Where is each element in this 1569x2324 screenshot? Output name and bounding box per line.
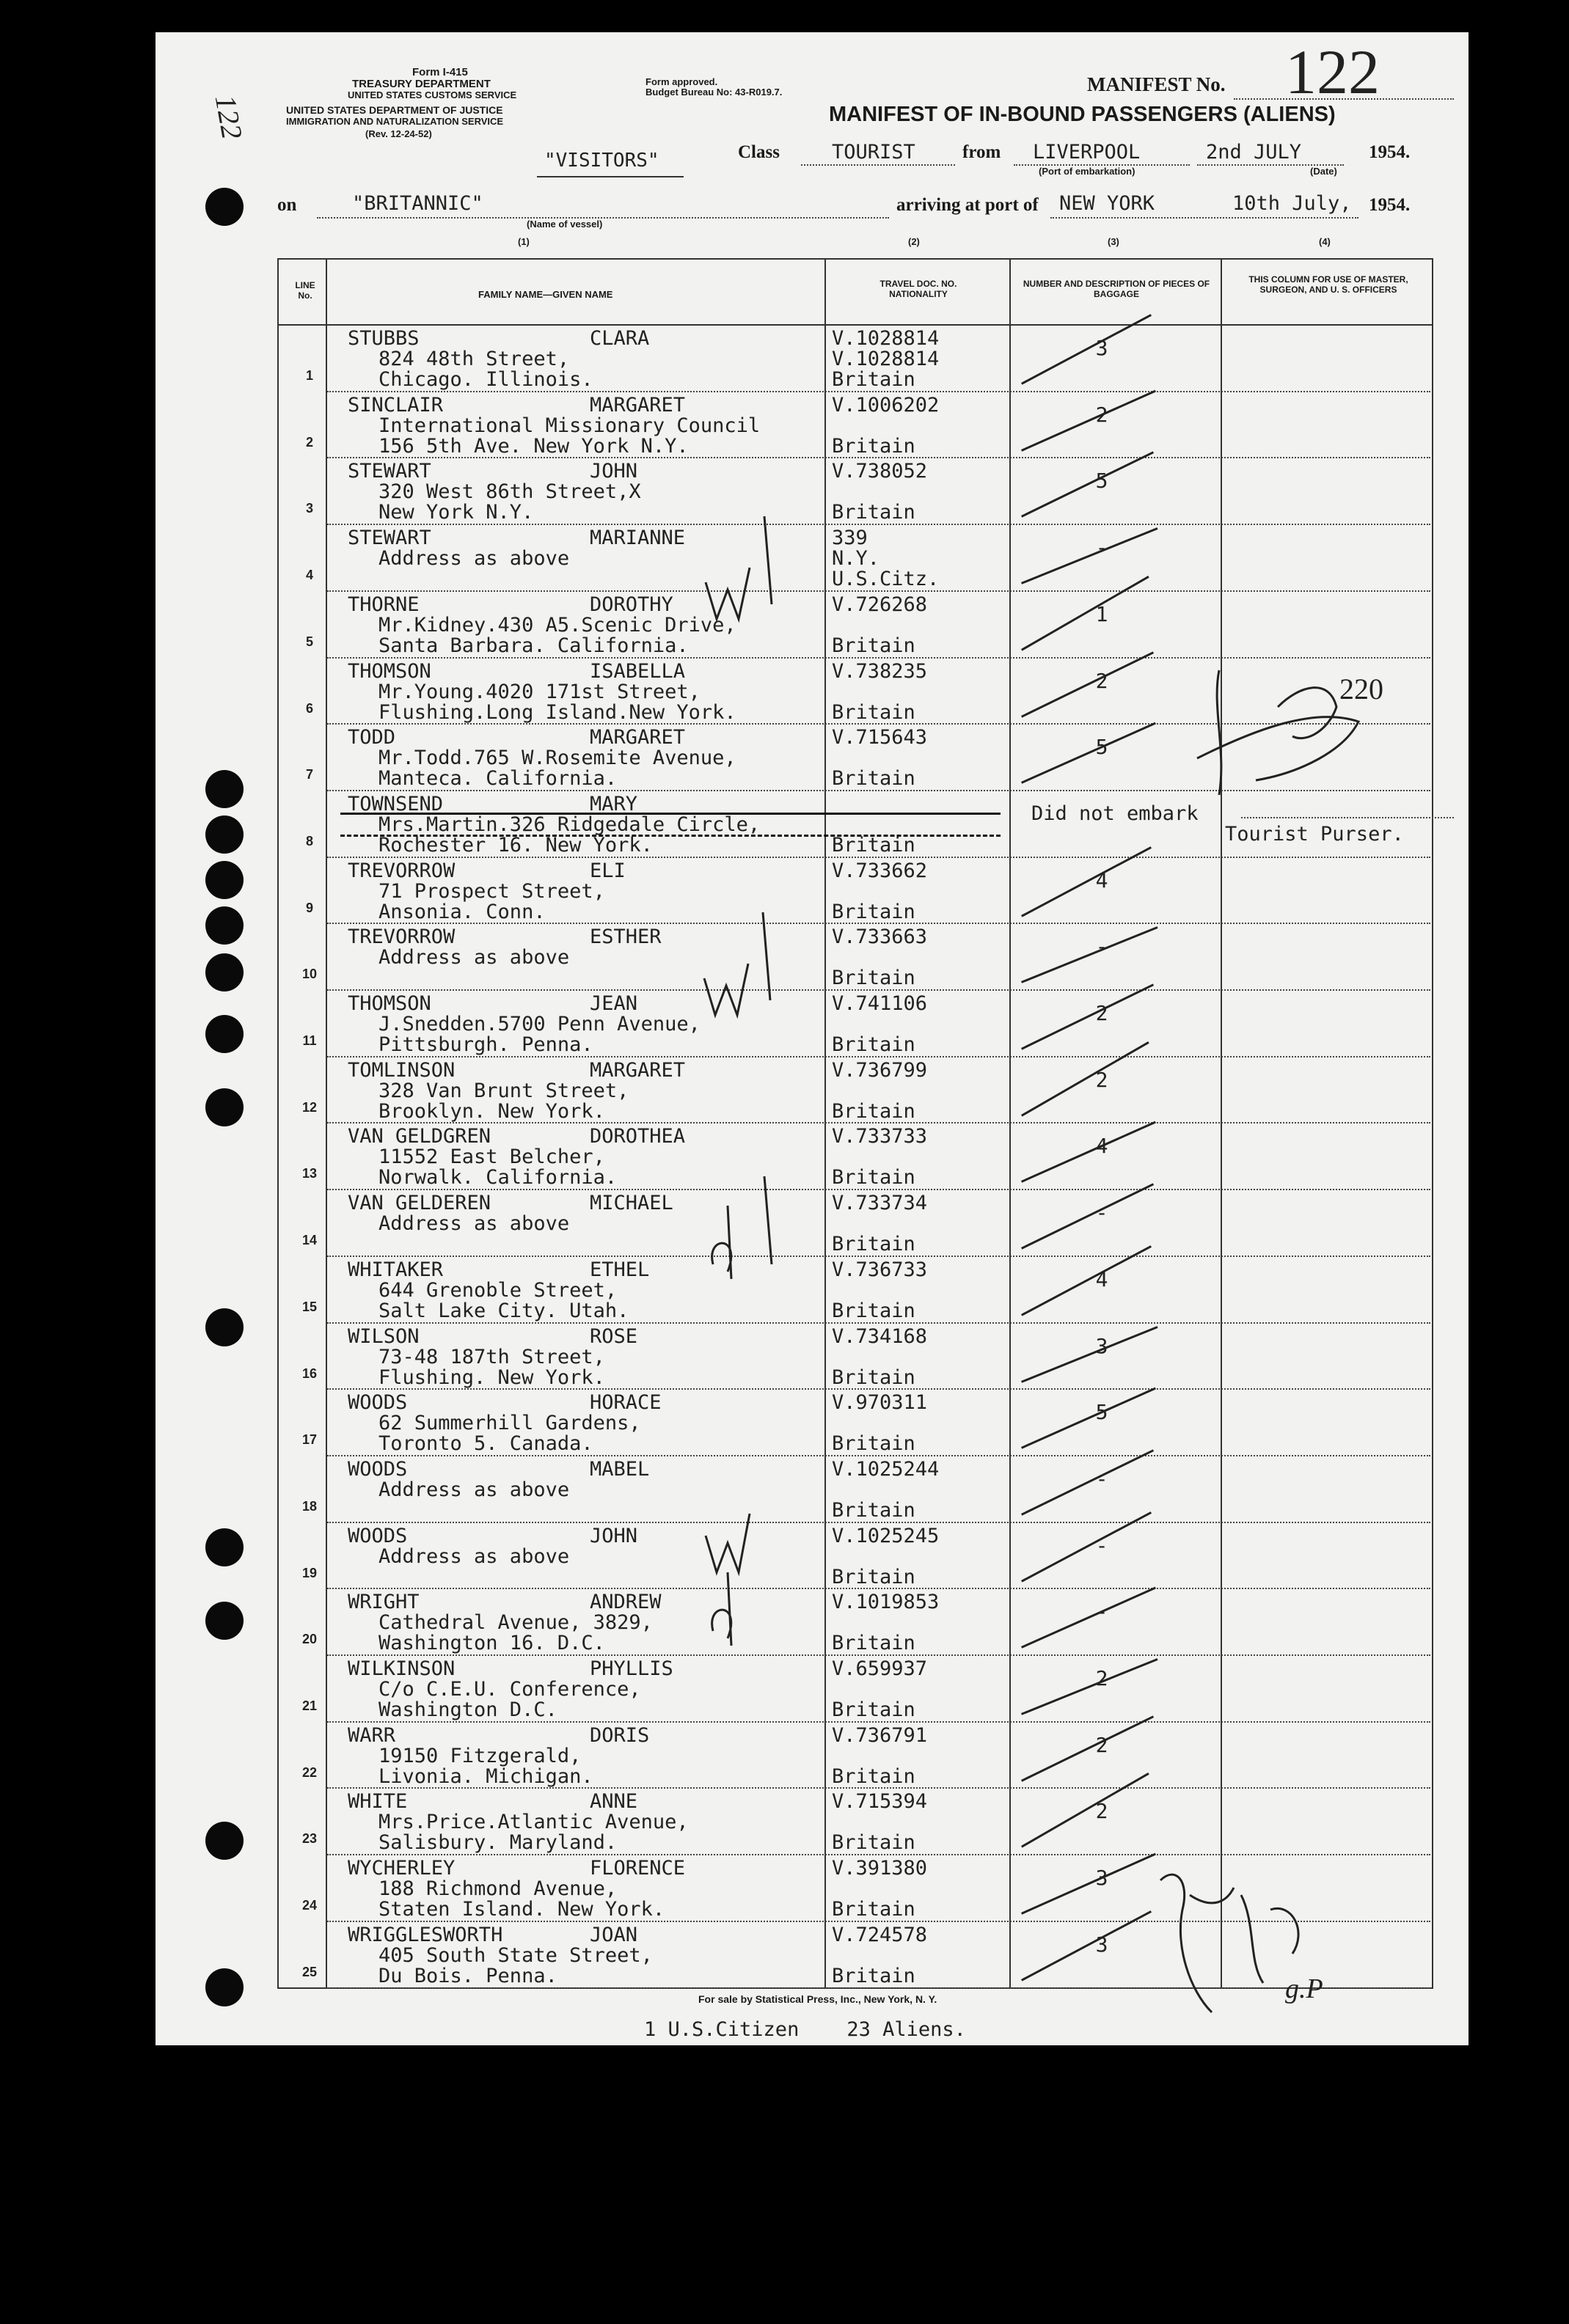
row-separator <box>327 923 1430 924</box>
baggage-count: 5 <box>1095 1400 1108 1425</box>
printer-credit: For sale by Statistical Press, Inc., New York, N. Y. <box>698 1993 937 2005</box>
line-number: 15 <box>301 1299 318 1314</box>
nationality: Britain <box>832 1366 915 1389</box>
baggage-count: 2 <box>1095 1067 1108 1092</box>
family-name: WRIGGLESWORTH <box>348 1923 503 1946</box>
travel-doc-number: V.715643 <box>832 726 928 749</box>
address-line-2: Salt Lake City. Utah. <box>378 1299 629 1322</box>
col-caption-1: (1) <box>518 236 530 247</box>
check-mark <box>1021 452 1154 518</box>
nationality: Britain <box>832 700 915 724</box>
family-name: VAN GELDEREN <box>348 1192 491 1215</box>
address-line-2: Salisbury. Maryland. <box>378 1831 618 1855</box>
baggage-count: - <box>1095 1201 1108 1225</box>
given-name: ISABELLA <box>590 659 686 683</box>
baggage-count: 5 <box>1095 469 1108 494</box>
address-line-1: Address as above <box>378 946 570 969</box>
line-number: 18 <box>301 1498 318 1514</box>
row-separator <box>327 989 1430 991</box>
given-name: ETHEL <box>590 1258 650 1281</box>
address-line-2: Washington 16. D.C. <box>378 1632 605 1655</box>
th-officers-use: THIS COLUMN FOR USE OF MASTER, SURGEON, AND U. S. OFFICERS <box>1248 274 1408 295</box>
check-mark <box>1021 722 1156 784</box>
address-line-1: Mrs.Martin.326 Ridgedale Circle, <box>378 813 761 836</box>
line-number: 13 <box>301 1166 318 1181</box>
nationality: Britain <box>832 833 915 857</box>
nationality: Britain <box>832 1233 915 1256</box>
baggage-count: 3 <box>1095 1866 1108 1891</box>
family-name: TOWNSEND <box>348 792 444 815</box>
nationality: Britain <box>832 967 915 990</box>
address-line-2: Rochester 16. New York. <box>378 833 653 857</box>
address-line-2: Staten Island. New York. <box>378 1898 665 1921</box>
line-number: 2 <box>305 434 313 450</box>
check-mark <box>1021 1587 1156 1649</box>
family-name: TODD <box>348 726 396 749</box>
line-number: 24 <box>301 1898 318 1913</box>
justice-dept: UNITED STATES DEPARTMENT OF JUSTICE <box>286 104 503 116</box>
address-line-2: Flushing.Long Island.New York. <box>378 700 736 724</box>
address-line-1: 644 Grenoble Street, <box>378 1278 618 1302</box>
address-line-1: Address as above <box>378 1212 570 1236</box>
punch-hole <box>205 861 244 899</box>
check-mark <box>1021 1853 1156 1915</box>
from-label: from <box>962 142 1001 162</box>
nationality: Britain <box>832 1099 915 1123</box>
strike-line-8-addr <box>340 835 1001 837</box>
address-line-1: 71 Prospect Street, <box>378 879 605 903</box>
nationality: Britain <box>832 1432 915 1456</box>
travel-doc-number: V.1019853 <box>832 1591 940 1614</box>
check-mark <box>1021 389 1156 451</box>
manifest-title: MANIFEST OF IN-BOUND PASSENGERS (ALIENS) <box>829 103 1336 126</box>
line-number: 19 <box>301 1565 318 1580</box>
check-mark <box>1021 1773 1149 1848</box>
travel-doc-number: V.733734 <box>832 1192 928 1215</box>
baggage-count: - <box>1095 1466 1108 1491</box>
baggage-count: - <box>1095 535 1108 560</box>
given-name: JOHN <box>590 1524 638 1547</box>
given-name: MABEL <box>590 1457 650 1481</box>
margin-122: 122 <box>208 92 249 142</box>
line-number: 14 <box>301 1233 318 1248</box>
arrival-year: 1954. <box>1369 195 1411 215</box>
nationality: U.S.Citz. <box>832 568 940 591</box>
address-line-2: Pittsburgh. Penna. <box>378 1033 593 1056</box>
given-name: DOROTHY <box>590 593 673 616</box>
address-line-2: Norwalk. California. <box>378 1166 618 1190</box>
family-name: WHITAKER <box>348 1258 444 1281</box>
given-name: MARGARET <box>590 726 686 749</box>
customs-service: UNITED STATES CUSTOMS SERVICE <box>348 89 517 100</box>
nationality: Britain <box>832 900 915 923</box>
baggage-count: 4 <box>1095 1267 1108 1291</box>
given-name: PHYLLIS <box>590 1657 673 1680</box>
nationality: Britain <box>832 1898 915 1921</box>
punch-hole <box>205 1528 244 1566</box>
port-caption: (Port of embarkation) <box>1039 166 1135 177</box>
nationality: Britain <box>832 1033 915 1056</box>
from-value: LIVERPOOL <box>1033 141 1141 164</box>
nationality: Britain <box>832 368 915 391</box>
nationality: Britain <box>832 434 915 458</box>
table-top <box>277 258 1433 260</box>
given-name: ANDREW <box>590 1591 662 1614</box>
address-line-1: 73-48 187th Street, <box>378 1345 605 1368</box>
travel-doc-extra: V.1028814 <box>832 348 940 370</box>
check-mark <box>1021 576 1149 651</box>
baggage-count: 2 <box>1095 1666 1108 1690</box>
given-name: DOROTHEA <box>590 1125 686 1148</box>
row-separator <box>327 1256 1430 1257</box>
address-line-2: Livonia. Michigan. <box>378 1764 593 1788</box>
did-not-embark: Did not embark <box>1031 802 1199 825</box>
nationality: Britain <box>832 1565 915 1588</box>
check-mark <box>1021 1388 1156 1449</box>
baggage-count: 2 <box>1095 1001 1108 1025</box>
row-separator <box>327 1122 1430 1123</box>
departure-date: 2nd JULY <box>1206 141 1302 164</box>
address-line-1: J.Snedden.5700 Penn Avenue, <box>378 1013 701 1035</box>
table-header-bottom <box>277 324 1433 326</box>
travel-doc-number: V.659937 <box>832 1657 928 1680</box>
baggage-count: 2 <box>1095 668 1108 693</box>
th-travel-doc: TRAVEL DOC. NO. NATIONALITY <box>879 279 957 299</box>
tourist-purser: Tourist Purser. <box>1225 823 1404 846</box>
family-name: VAN GELDGREN <box>348 1125 491 1148</box>
punch-hole <box>205 1015 244 1053</box>
row-separator <box>327 1522 1430 1523</box>
given-name: MARGARET <box>590 393 686 417</box>
side-number-220: 220 <box>1339 672 1383 705</box>
address-line-2: New York N.Y. <box>378 501 534 524</box>
table-border-left <box>277 258 279 1989</box>
baggage-count: 2 <box>1095 1732 1108 1757</box>
baggage-count: 3 <box>1095 1333 1108 1358</box>
passenger-count: 1 U.S.Citizen 23 Aliens. <box>644 2018 966 2041</box>
family-name: TOMLINSON <box>348 1058 456 1082</box>
class-line <box>801 164 955 166</box>
family-name: THORNE <box>348 593 420 616</box>
visitors-label: "VISITORS" <box>544 150 659 172</box>
line-number: 16 <box>301 1366 318 1381</box>
family-name: THOMSON <box>348 659 431 683</box>
check-mark <box>1021 1449 1154 1515</box>
row-separator <box>327 1322 1430 1324</box>
line-number: 7 <box>305 767 313 782</box>
check-mark <box>1021 1715 1154 1781</box>
baggage-count: 1 <box>1095 601 1108 626</box>
nationality: Britain <box>832 634 915 657</box>
col-caption-4: (4) <box>1319 236 1331 247</box>
baggage-count: 3 <box>1095 336 1108 360</box>
manifest-label: MANIFEST No. <box>1087 73 1226 95</box>
row-separator <box>327 1189 1430 1190</box>
family-name: WYCHERLEY <box>348 1857 456 1880</box>
family-name: WOODS <box>348 1524 408 1547</box>
check-mark <box>1021 983 1154 1049</box>
th-family-name: FAMILY NAME—GIVEN NAME <box>478 289 613 300</box>
address-line-1: Cathedral Avenue, 3829, <box>378 1611 653 1635</box>
punch-hole <box>205 906 244 945</box>
address-line-2: Flushing. New York. <box>378 1366 605 1389</box>
address-line-1: 320 West 86th Street,X <box>378 480 641 504</box>
line-number: 9 <box>305 900 313 915</box>
address-line-2: Manteca. California. <box>378 767 618 791</box>
form-approved: Form approved. <box>645 76 718 87</box>
family-name: WOODS <box>348 1457 408 1481</box>
family-name: WARR <box>348 1723 396 1747</box>
address-line-2: Ansonia. Conn. <box>378 900 546 923</box>
travel-doc-number: V.733733 <box>832 1125 928 1148</box>
arrival-line <box>1050 217 1358 219</box>
travel-doc-number: V.970311 <box>832 1391 928 1415</box>
punch-hole <box>205 1602 244 1640</box>
given-name: MARY <box>590 792 638 815</box>
travel-doc-number: V.1025244 <box>832 1457 940 1481</box>
address-line-1: 824 48th Street, <box>378 348 570 370</box>
manifest-page <box>156 32 1469 2045</box>
svg-text:g.P: g.P <box>1285 1973 1323 2004</box>
check-mark <box>1021 651 1154 717</box>
address-line-2: Washington D.C. <box>378 1698 557 1721</box>
address-line-2: Brooklyn. New York. <box>378 1099 605 1123</box>
baggage-count: 4 <box>1095 868 1108 892</box>
arriving-label: arriving at port of <box>896 195 1039 215</box>
nationality: Britain <box>832 1831 915 1855</box>
family-name: SINCLAIR <box>348 393 444 417</box>
line-number: 3 <box>305 501 313 516</box>
address-line-1: C/o C.E.U. Conference, <box>378 1678 641 1701</box>
address-line-2: Santa Barbara. California. <box>378 634 689 657</box>
officer-initials <box>1146 1851 1366 2027</box>
departure-year: 1954. <box>1369 142 1411 162</box>
travel-doc-number: 339 <box>832 527 868 550</box>
punch-hole <box>205 815 244 854</box>
check-mark <box>1021 1183 1154 1249</box>
nationality: Britain <box>832 1166 915 1190</box>
baggage-count: - <box>1095 1599 1108 1624</box>
form-number: Form I-415 <box>412 66 468 78</box>
inspector-initials-w2 <box>697 898 785 1030</box>
given-name: FLORENCE <box>590 1857 686 1880</box>
baggage-count: 2 <box>1095 402 1108 427</box>
row-separator <box>327 590 1430 592</box>
on-label: on <box>277 195 297 215</box>
visitors-underline <box>537 176 684 177</box>
line-number: 5 <box>305 634 313 649</box>
line-number: 12 <box>301 1099 318 1115</box>
check-mark <box>1021 1121 1156 1183</box>
row-separator <box>327 1455 1430 1456</box>
address-line-1: 19150 Fitzgerald, <box>378 1744 582 1767</box>
line-number: 8 <box>305 833 313 848</box>
strike-line-8-name <box>340 813 1001 815</box>
given-name: MARIANNE <box>590 527 686 550</box>
given-name: DORIS <box>590 1723 650 1747</box>
travel-doc-number: V.734168 <box>832 1324 928 1348</box>
travel-doc-number: V.738052 <box>832 460 928 483</box>
nationality: Britain <box>832 767 915 791</box>
row-separator <box>327 1588 1430 1589</box>
line-number: 10 <box>301 967 318 982</box>
th-line-no: LINE No. <box>295 280 315 301</box>
travel-doc-number: V.736733 <box>832 1258 928 1281</box>
col-caption-3: (3) <box>1108 236 1119 247</box>
baggage-count: - <box>1095 934 1108 959</box>
travel-doc-number: V.733662 <box>832 859 928 882</box>
line-number: 23 <box>301 1831 318 1847</box>
address-line-2: 156 5th Ave. New York N.Y. <box>378 434 689 458</box>
travel-doc-number: V.726268 <box>832 593 928 616</box>
family-name: WOODS <box>348 1391 408 1415</box>
budget-bureau: Budget Bureau No: 43-R019.7. <box>645 87 783 98</box>
line-number: 6 <box>305 700 313 716</box>
family-name: STEWART <box>348 527 431 550</box>
address-line-1: Address as above <box>378 1544 570 1568</box>
given-name: JOHN <box>590 460 638 483</box>
col-caption-2: (2) <box>908 236 920 247</box>
family-name: TREVORROW <box>348 925 456 949</box>
given-name: CLARA <box>590 327 650 350</box>
address-line-2: Chicago. Illinois. <box>378 368 593 391</box>
punch-hole <box>205 770 244 808</box>
line-number: 21 <box>301 1698 318 1713</box>
address-line-1: Address as above <box>378 1478 570 1501</box>
class-value: TOURIST <box>832 141 915 164</box>
vessel-name: "BRITANNIC" <box>352 192 483 215</box>
travel-doc-number: V.738235 <box>832 659 928 683</box>
address-line-1: International Missionary Council <box>378 414 761 437</box>
address-line-1: Mr.Kidney.430 A5.Scenic Drive, <box>378 613 736 637</box>
revision: (Rev. 12-24-52) <box>365 128 432 139</box>
baggage-count: 3 <box>1095 1932 1108 1957</box>
family-name: THOMSON <box>348 992 431 1015</box>
address-line-1: 62 Summerhill Gardens, <box>378 1412 641 1435</box>
punch-hole <box>205 1822 244 1860</box>
punch-hole <box>205 1088 244 1126</box>
baggage-count: 5 <box>1095 735 1108 760</box>
nationality: Britain <box>832 501 915 524</box>
given-name: ELI <box>590 859 626 882</box>
address-line-2: Toronto 5. Canada. <box>378 1432 593 1456</box>
class-label: Class <box>738 142 780 162</box>
treasury-dept: TREASURY DEPARTMENT <box>352 78 491 90</box>
punch-hole <box>205 953 244 991</box>
date-caption: (Date) <box>1310 166 1337 177</box>
manifest-number: 122 <box>1285 37 1380 107</box>
inspector-initials-w <box>698 502 786 634</box>
nationality: Britain <box>832 1964 915 1987</box>
family-name: STEWART <box>348 460 431 483</box>
family-name: WILSON <box>348 1324 420 1348</box>
family-name: TREVORROW <box>348 859 456 882</box>
row-separator <box>327 1787 1430 1789</box>
arrival-port: NEW YORK <box>1059 192 1155 215</box>
line-number: 20 <box>301 1632 318 1647</box>
address-line-1: 188 Richmond Avenue, <box>378 1877 618 1901</box>
inspector-initials-d <box>698 1162 786 1294</box>
given-name: JOAN <box>590 1923 638 1946</box>
line-number: 1 <box>305 368 313 383</box>
travel-doc-number: V.1006202 <box>832 393 940 417</box>
address-line-1: 405 South State Street, <box>378 1943 653 1967</box>
family-name: WILKINSON <box>348 1657 456 1680</box>
family-name: WRIGHT <box>348 1591 420 1614</box>
line-number: 17 <box>301 1432 318 1448</box>
address-line-2: Du Bois. Penna. <box>378 1964 557 1987</box>
vessel-line <box>317 217 889 219</box>
punch-hole <box>205 1308 244 1346</box>
family-name: WHITE <box>348 1790 408 1814</box>
travel-doc-number: V.1025245 <box>832 1524 940 1547</box>
given-name: MICHAEL <box>590 1192 673 1215</box>
travel-doc-number: V.724578 <box>832 1923 928 1946</box>
travel-doc-number: V.1028814 <box>832 327 940 350</box>
given-name: ROSE <box>590 1324 638 1348</box>
travel-doc-number: V.391380 <box>832 1857 928 1880</box>
baggage-count: - <box>1095 1533 1108 1558</box>
nationality: Britain <box>832 1764 915 1788</box>
given-name: JEAN <box>590 992 638 1015</box>
address-line-1: Address as above <box>378 547 570 571</box>
nationality: Britain <box>832 1299 915 1322</box>
ins-service: IMMIGRATION AND NATURALIZATION SERVICE <box>286 116 504 127</box>
given-name: MARGARET <box>590 1058 686 1082</box>
th-baggage: NUMBER AND DESCRIPTION OF PIECES OF BAGGAGE <box>1023 279 1210 299</box>
vessel-caption: (Name of vessel) <box>527 219 603 230</box>
row-separator <box>327 457 1430 458</box>
family-name: STUBBS <box>348 327 420 350</box>
travel-doc-extra: N.Y. <box>832 547 880 571</box>
punch-hole <box>205 188 244 226</box>
travel-doc-number: V.741106 <box>832 992 928 1015</box>
nationality: Britain <box>832 1498 915 1522</box>
line-number: 4 <box>305 568 313 583</box>
line-number: 11 <box>302 1033 317 1048</box>
address-line-1: Mr.Todd.765 W.Rosemite Avenue, <box>378 747 736 770</box>
travel-doc-number: V.736799 <box>832 1058 928 1082</box>
address-line-1: Mrs.Price.Atlantic Avenue, <box>378 1811 689 1834</box>
arrival-date: 10th July, <box>1232 192 1352 215</box>
address-line-1: 328 Van Brunt Street, <box>378 1079 629 1102</box>
nationality: Britain <box>832 1698 915 1721</box>
baggage-count: 2 <box>1095 1799 1108 1824</box>
row-separator <box>327 857 1430 858</box>
check-mark <box>1021 1041 1149 1117</box>
line-number: 25 <box>301 1964 318 1979</box>
address-line-1: 11552 East Belcher, <box>378 1145 605 1169</box>
given-name: ANNE <box>590 1790 638 1814</box>
given-name: ESTHER <box>590 925 662 949</box>
travel-doc-number: V.733663 <box>832 925 928 949</box>
travel-doc-number: V.715394 <box>832 1790 928 1814</box>
purser-signature <box>1168 641 1402 832</box>
inspector-initials-w3 <box>698 1470 786 1646</box>
row-separator <box>327 524 1430 525</box>
given-name: HORACE <box>590 1391 662 1415</box>
baggage-count: 4 <box>1095 1134 1108 1159</box>
travel-doc-number: V.736791 <box>832 1723 928 1747</box>
punch-hole <box>205 1968 244 2006</box>
address-line-1: Mr.Young.4020 171st Street, <box>378 680 701 703</box>
table-border-right <box>1432 258 1433 1989</box>
nationality: Britain <box>832 1632 915 1655</box>
row-separator <box>327 1654 1430 1656</box>
line-number: 22 <box>301 1764 318 1780</box>
